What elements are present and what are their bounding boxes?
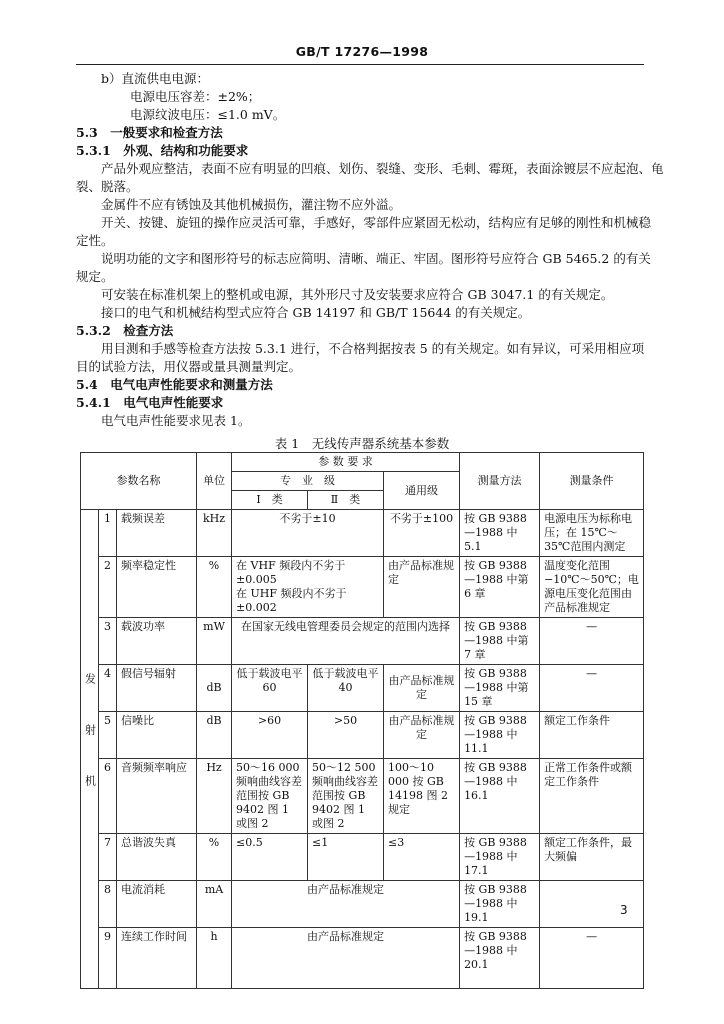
row-method: 按 GB 9388—1988 中第 6 章 <box>460 557 540 618</box>
row-class2: 50～12 500 频响曲线容差范围按 GB 9402 图 1 或图 2 <box>308 759 384 834</box>
row-number: 9 <box>99 928 117 989</box>
table-row <box>81 834 644 881</box>
header-unit: 单位 <box>197 453 232 510</box>
row-general: 由产品标准规定 <box>384 712 460 759</box>
row-unit: % <box>197 557 232 618</box>
parameter-table <box>80 452 644 989</box>
row-class2: 低于载波电平 40 <box>308 665 384 712</box>
row-condition: 额定工作条件 <box>540 712 644 759</box>
row-param: 电流消耗 <box>117 881 197 928</box>
row-unit: mA <box>197 881 232 928</box>
header-param-name: 参数名称 <box>81 453 197 510</box>
header-rule <box>76 64 644 65</box>
row-condition: — <box>540 665 644 712</box>
body-line: 电源纹波电压：≤1.0 mV。 <box>130 107 286 122</box>
body-line: 裂、脱落。 <box>76 179 139 194</box>
row-condition: 正常工作条件或额定工作条件 <box>540 759 644 834</box>
header-requirements: 参 数 要 求 <box>232 453 460 472</box>
row-number: 5 <box>99 712 117 759</box>
row-method: 按 GB 9388—1988 中 5.1 <box>460 510 540 557</box>
row-param: 音频频率响应 <box>117 759 197 834</box>
header-method: 测量方法 <box>460 453 540 510</box>
section-heading: 5.3 一般要求和检查方法 <box>76 125 223 140</box>
body-line: 用目测和手感等检查方法按 5.3.1 进行，不合格判据按表 5 的有关规定。如有异议，可采用相应项 <box>101 341 645 356</box>
table-caption: 表 1 无线传声器系统基本参数 <box>274 436 450 451</box>
body-line: 规定。 <box>76 269 114 284</box>
body-line: 金属件不应有锈蚀及其他机械损伤，灌注物不应外溢。 <box>101 197 402 212</box>
header-general: 通用级 <box>384 472 460 510</box>
header-class-2: Ⅱ 类 <box>308 491 384 510</box>
row-all-levels: 在国家无线电管理委员会规定的范围内选择 <box>232 618 460 665</box>
body-line: 产品外观应整洁，表面不应有明显的凹痕、划伤、裂缝、变形、毛刺、霉斑，表面涂镀层不应起泡、龟 <box>101 161 664 176</box>
body-line: 开关、按键、旋钮的操作应灵活可靠，手感好，零部件应紧固无松动，结构应有足够的刚性和机械稳 <box>101 215 652 230</box>
row-method: 按 GB 9388—1988 中第 15 章 <box>460 665 540 712</box>
row-unit: dB <box>197 712 232 759</box>
row-number: 3 <box>99 618 117 665</box>
row-method: 按 GB 9388—1988 中 19.1 <box>460 881 540 928</box>
row-general: 不劣于±100 <box>384 510 460 557</box>
row-condition: — <box>540 618 644 665</box>
table-row <box>81 557 644 618</box>
row-number: 7 <box>99 834 117 881</box>
section-heading: 5.3.2 检查方法 <box>76 323 174 338</box>
table-row <box>81 928 644 989</box>
row-condition: 温度变化范围 −10℃～50℃；电源电压变化范围由产品标准规定 <box>540 557 644 618</box>
table-row <box>81 510 644 557</box>
row-unit: kHz <box>197 510 232 557</box>
row-condition: 额定工作条件，最大频偏 <box>540 834 644 881</box>
table-row <box>81 665 644 712</box>
row-all-levels: 由产品标准规定 <box>232 928 460 989</box>
row-number: 8 <box>99 881 117 928</box>
section-heading: 5.4 电气电声性能要求和测量方法 <box>76 377 273 392</box>
header-professional: 专 业 级 <box>232 472 384 491</box>
row-class2: ≤1 <box>308 834 384 881</box>
table-row <box>81 881 644 928</box>
body-line: 电源电压容差：±2%； <box>130 89 261 104</box>
row-param: 假信号辐射 <box>117 665 197 712</box>
row-param: 载频误差 <box>117 510 197 557</box>
row-all-levels: 由产品标准规定 <box>232 881 460 928</box>
row-method: 按 GB 9388—1988 中 11.1 <box>460 712 540 759</box>
row-condition: 电源电压为标称电压；在 15℃～35℃范围内测定 <box>540 510 644 557</box>
row-class1: ≤0.5 <box>232 834 308 881</box>
row-class12: 不劣于±10 <box>232 510 384 557</box>
row-unit: mW <box>197 618 232 665</box>
row-param: 总谐波失真 <box>117 834 197 881</box>
row-number: 4 <box>99 665 117 712</box>
row-number: 6 <box>99 759 117 834</box>
row-unit: % <box>197 834 232 881</box>
row-general: 由产品标准规定 <box>384 665 460 712</box>
group-label: 发射机 <box>81 510 99 989</box>
row-method: 按 GB 9388—1988 中 16.1 <box>460 759 540 834</box>
row-condition <box>540 881 644 928</box>
row-general: ≤3 <box>384 834 460 881</box>
body-line: 接口的电气和机械结构型式应符合 GB 14197 和 GB/T 15644 的有关规定。 <box>101 305 531 320</box>
row-param: 频率稳定性 <box>117 557 197 618</box>
body-line: 电气电声性能要求见表 1。 <box>101 413 251 428</box>
document-code-header: GB/T 17276—1998 <box>295 44 429 59</box>
header-condition: 测量条件 <box>540 453 644 510</box>
row-general: 100～10 000 按 GB 14198 图 2 规定 <box>384 759 460 834</box>
table-row <box>81 759 644 834</box>
body-line: 可安装在标准机架上的整机或电源，其外形尺寸及安装要求应符合 GB 3047.1 的有关规定。 <box>101 287 614 302</box>
row-class1: 50～16 000 频响曲线容差范围按 GB 9402 图 1 或图 2 <box>232 759 308 834</box>
row-general: 由产品标准规定 <box>384 557 460 618</box>
body-line: b）直流供电电源： <box>101 71 210 86</box>
row-number: 2 <box>99 557 117 618</box>
row-number: 1 <box>99 510 117 557</box>
row-class2: >50 <box>308 712 384 759</box>
row-class1: >60 <box>232 712 308 759</box>
body-line: 目的试验方法，用仪器或量具测量判定。 <box>76 359 302 374</box>
row-method: 按 GB 9388—1988 中 17.1 <box>460 834 540 881</box>
table-row <box>81 618 644 665</box>
section-heading: 5.4.1 电气电声性能要求 <box>76 395 224 410</box>
table-row <box>81 712 644 759</box>
row-unit: h <box>197 928 232 989</box>
row-unit: Hz <box>197 759 232 834</box>
section-heading: 5.3.1 外观、结构和功能要求 <box>76 143 249 158</box>
page-number: 3 <box>620 903 628 917</box>
row-class1: 低于载波电平 60 <box>232 665 308 712</box>
row-class12: 在 VHF 频段内不劣于±0.005 在 UHF 频段内不劣于±0.002 <box>232 557 384 618</box>
row-unit: dB <box>197 665 232 712</box>
row-param: 连续工作时间 <box>117 928 197 989</box>
row-method: 按 GB 9388—1988 中 20.1 <box>460 928 540 989</box>
header-class-1: Ⅰ 类 <box>232 491 308 510</box>
row-condition: — <box>540 928 644 989</box>
row-param: 载波功率 <box>117 618 197 665</box>
row-method: 按 GB 9388—1988 中第 7 章 <box>460 618 540 665</box>
body-line: 说明功能的文字和图形符号的标志应简明、清晰、端正、牢固。图形符号应符合 GB 5465.2 的有关 <box>101 251 651 266</box>
body-line: 定性。 <box>76 233 114 248</box>
row-param: 信噪比 <box>117 712 197 759</box>
